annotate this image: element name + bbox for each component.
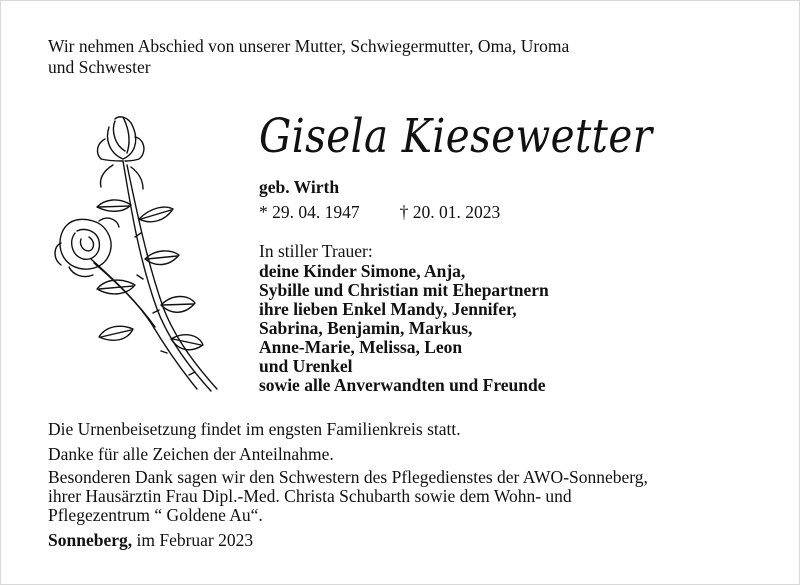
special-thanks-line: Pflegezentrum “ Goldene Au“. [48,505,263,525]
life-dates [259,201,500,223]
mourner-line: sowie alle Anverwandten und Freunde [259,375,546,395]
mourner-line: und Urenkel [259,356,353,376]
intro-line-2: und Schwester [48,57,151,77]
intro-text [48,36,569,78]
mourner-line: Sybille und Christian mit Ehepartnern [259,280,549,300]
closing-line [48,530,253,551]
thanks-text: Danke für alle Zeichen der Anteilnahme. [48,444,334,464]
rose-drawing-icon [39,109,224,399]
special-thanks-line: ihrer Hausärztin Frau Dipl.-Med. Christa Schubarth sowie dem Wohn- und [48,486,572,506]
mourner-line: Sabrina, Benjamin, Markus, [259,318,473,338]
mourners-list [259,262,549,395]
special-thanks-line: Besonderen Dank sagen wir den Schwestern des Pflegedienstes der AWO-Sonneberg, [48,467,648,487]
closing-date: im Februar 2023 [136,530,254,550]
intro-line-1: Wir nehmen Abschied von unserer Mutter, Schwiegermutter, Oma, Uroma [48,36,570,56]
mourning-heading: In stiller Trauer: [259,241,373,261]
deceased-name: Gisela Kiesewetter [259,109,653,164]
maiden-name: geb. Wirth [259,177,340,197]
death-date: † 20. 01. 2023 [399,202,501,222]
closing-place: Sonneberg, [48,530,133,550]
special-thanks-text [48,468,648,525]
mourner-line: ihre lieben Enkel Mandy, Jennifer, [259,299,517,319]
mourner-line: deine Kinder Simone, Anja, [259,261,466,281]
burial-notice: Die Urnenbeisetzung findet im engsten Familienkreis statt. [48,419,461,439]
birth-date: * 29. 04. 1947 [259,202,360,222]
mourner-line: Anne-Marie, Melissa, Leon [259,337,463,357]
